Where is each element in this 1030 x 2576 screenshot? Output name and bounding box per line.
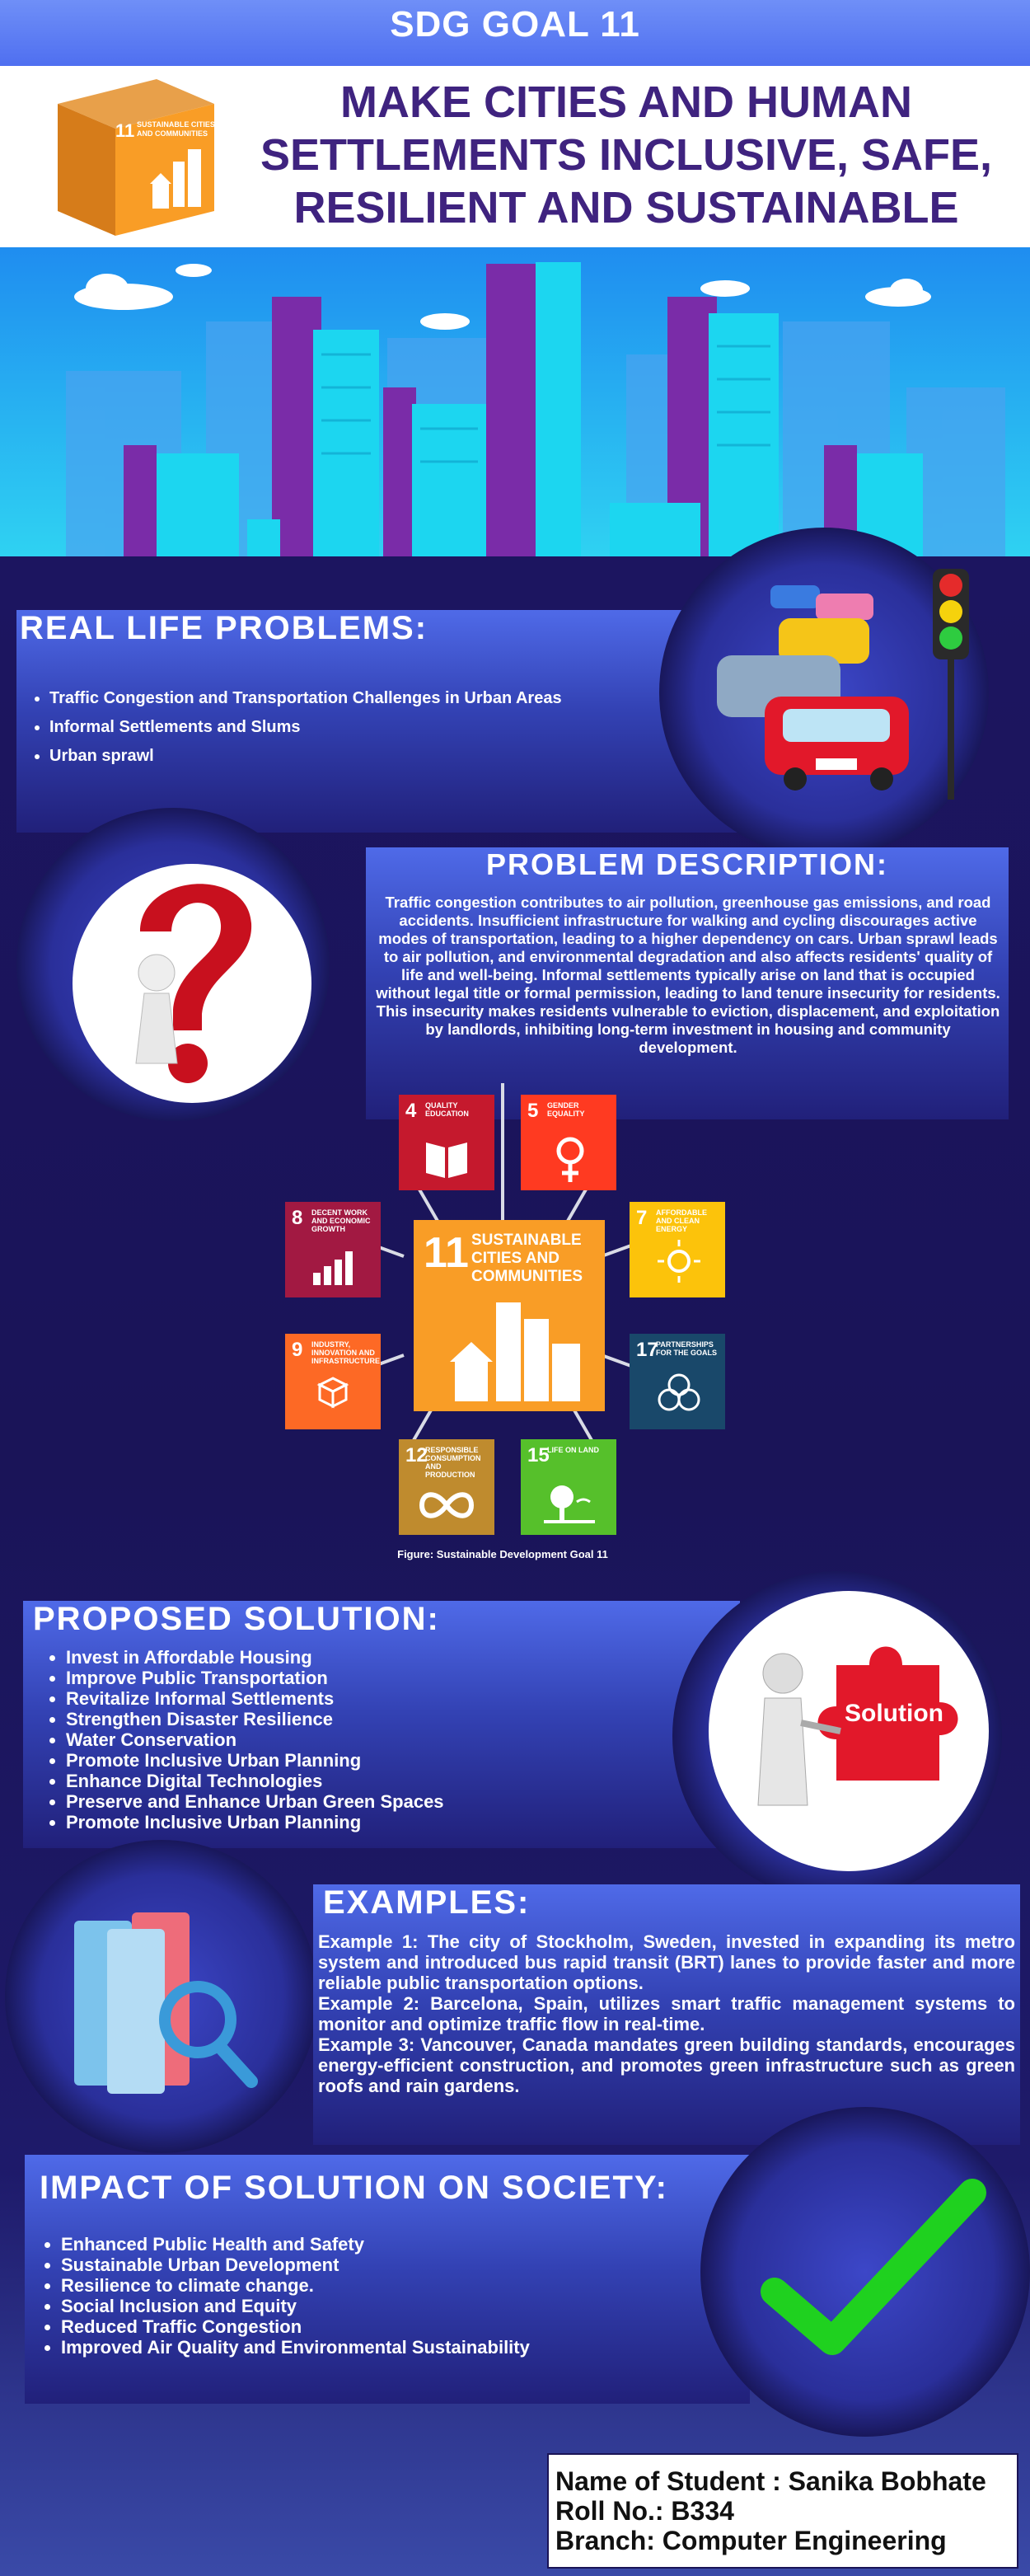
list-item: • Promote Inclusive Urban Planning <box>66 1750 717 1771</box>
tile-label: QUALITY EDUCATION <box>425 1101 469 1118</box>
tile-label: RESPONSIBLE CONSUMPTION AND PRODUCTION <box>425 1446 481 1479</box>
figure-caption: Figure: Sustainable Development Goal 11 <box>397 1548 608 1560</box>
student-name: Name of Student : Sanika Bobhate <box>555 2466 986 2496</box>
sdg-tile-17 <box>630 1334 725 1429</box>
partnership-rings-icon <box>654 1370 704 1419</box>
tile-number: 5 <box>527 1100 539 1122</box>
tree-icon <box>542 1480 597 1527</box>
proposed-solution-title: PROPOSED SOLUTION: <box>33 1601 440 1637</box>
list-item: • Urban sprawl <box>49 742 700 771</box>
growth-chart-icon <box>308 1240 358 1289</box>
sdg-tile-7 <box>630 1202 725 1297</box>
list-item: • Traffic Congestion and Transportation Challenges in Urban Areas <box>49 684 700 713</box>
sdg11-box-illustration <box>49 71 222 241</box>
box-number: 11 <box>115 120 135 141</box>
puzzle-solution-icon <box>725 1616 989 1846</box>
list-item: • Revitalize Informal Settlements <box>66 1688 717 1709</box>
tile-label: GENDER EQUALITY <box>547 1101 585 1118</box>
book-icon <box>422 1133 471 1182</box>
gender-icon <box>545 1128 595 1185</box>
sdg-figure <box>272 1082 733 1543</box>
checkmark-icon <box>758 2168 989 2374</box>
traffic-cars-icon <box>700 561 981 824</box>
tile-number: 17 <box>636 1339 658 1361</box>
proposed-solution-list <box>41 1647 717 1832</box>
headline-line-2: SETTLEMENTS INCLUSIVE, SAFE, <box>260 130 993 180</box>
list-item: • Water Conservation <box>66 1729 717 1750</box>
list-item: • Informal Settlements and Slums <box>49 713 700 742</box>
box-label: SUSTAINABLE CITIES AND COMMUNITIES <box>137 120 215 138</box>
sdg-tile-8 <box>285 1202 381 1297</box>
examples-body <box>318 1931 1015 2096</box>
tile-number: 12 <box>405 1444 428 1466</box>
list-item: • Reduced Traffic Congestion <box>61 2316 712 2337</box>
student-branch: Branch: Computer Engineering <box>555 2526 947 2555</box>
tile-label: AFFORDABLE AND CLEAN ENERGY <box>656 1208 707 1233</box>
sdg-tile-12 <box>399 1439 494 1535</box>
headline-line-1: MAKE CITIES AND HUMAN <box>340 77 912 127</box>
list-item: • Enhanced Public Health and Safety <box>61 2234 712 2255</box>
sdg-tile-15 <box>521 1439 616 1535</box>
tile-label: INDUSTRY, INNOVATION AND INFRASTRUCTURE <box>311 1340 380 1365</box>
headline <box>231 76 1022 234</box>
puzzle-label: Solution <box>845 1700 943 1727</box>
tile-number: 8 <box>292 1207 303 1229</box>
sdg-tile-4 <box>399 1095 494 1190</box>
example-item: Example 2: Barcelona, Spain, utilizes smart traffic management systems to monitor and optimize traffic flow in real-time. <box>318 1993 1015 2034</box>
list-item: • Strengthen Disaster Resilience <box>66 1709 717 1729</box>
list-item: • Improve Public Transportation <box>66 1668 717 1688</box>
books-magnifier-icon <box>58 1896 272 2102</box>
example-item: Example 3: Vancouver, Canada mandates green building standards, encourages energy-efficient construction, and promotes green infrastructure such as green roofs and rain gardens. <box>318 2034 1015 2096</box>
center-tile-label: SUSTAINABLE CITIES AND COMMUNITIES <box>471 1232 583 1285</box>
list-item: • Sustainable Urban Development <box>61 2255 712 2275</box>
sdg-tile-5 <box>521 1095 616 1190</box>
list-item: • Enhance Digital Technologies <box>66 1771 717 1791</box>
problem-description-title: PROBLEM DESCRIPTION: <box>485 847 888 881</box>
sdg-center-tile <box>414 1220 605 1411</box>
city-skyline-illustration <box>0 247 1030 556</box>
impact-list <box>36 2234 712 2358</box>
sun-power-icon <box>654 1236 704 1286</box>
student-roll: Roll No.: B334 <box>555 2496 734 2526</box>
city-buildings-icon <box>438 1294 587 1401</box>
tile-label: PARTNERSHIPS FOR THE GOALS <box>656 1340 717 1357</box>
question-mark-icon <box>99 857 288 1105</box>
impact-title: IMPACT OF SOLUTION ON SOCIETY: <box>40 2170 668 2206</box>
cubes-icon <box>308 1372 358 1421</box>
sdg-tile-9 <box>285 1334 381 1429</box>
example-item: Example 1: The city of Stockholm, Sweden, invested in expanding its metro system and introduced bus rapid transit (BRT) lanes to provide faster and more reliable public transportation options. <box>318 1931 1015 1993</box>
list-item: • Preserve and Enhance Urban Green Spaces <box>66 1791 717 1812</box>
tile-label: DECENT WORK AND ECONOMIC GROWTH <box>311 1208 371 1233</box>
tile-number: 4 <box>405 1100 417 1122</box>
infinity-icon <box>417 1487 476 1523</box>
list-item: • Resilience to climate change. <box>61 2275 712 2296</box>
tile-number: 7 <box>636 1207 648 1229</box>
tile-number: 9 <box>292 1339 303 1361</box>
center-tile-number: 11 <box>424 1229 469 1277</box>
tile-label: LIFE ON LAND <box>547 1446 599 1454</box>
list-item: • Improved Air Quality and Environmental Sustainability <box>61 2337 712 2358</box>
real-life-problems-list <box>25 684 700 771</box>
list-item: • Promote Inclusive Urban Planning <box>66 1812 717 1832</box>
real-life-problems-title: REAL LIFE PROBLEMS: <box>20 610 428 646</box>
headline-line-3: RESILIENT AND SUSTAINABLE <box>293 183 959 232</box>
examples-title: EXAMPLES: <box>323 1884 531 1921</box>
list-item: • Invest in Affordable Housing <box>66 1647 717 1668</box>
list-item: • Social Inclusion and Equity <box>61 2296 712 2316</box>
student-info-box <box>547 2453 1018 2569</box>
tile-number: 15 <box>527 1444 550 1466</box>
goal-title: SDG GOAL 11 <box>390 4 640 45</box>
problem-description-text: Traffic congestion contributes to air pollution, greenhouse gas emissions, and road accidents. Insufficient infrastructure for walking and cycling discourages active modes of transportation, leading to a higher dependency on cars. Urban sprawl leads to air pollution, and environmental degradation and also affects residents' quality of life and well-being. Informal settlements typically arise on land that is occupied without legal title or formal permission, leading to land tenure insecurity for residents. This insecurity makes residents vulnerable to eviction, displacement, and exploitation by landlords, inhibiting long-term investment in housing and community development. <box>376 894 1000 1056</box>
